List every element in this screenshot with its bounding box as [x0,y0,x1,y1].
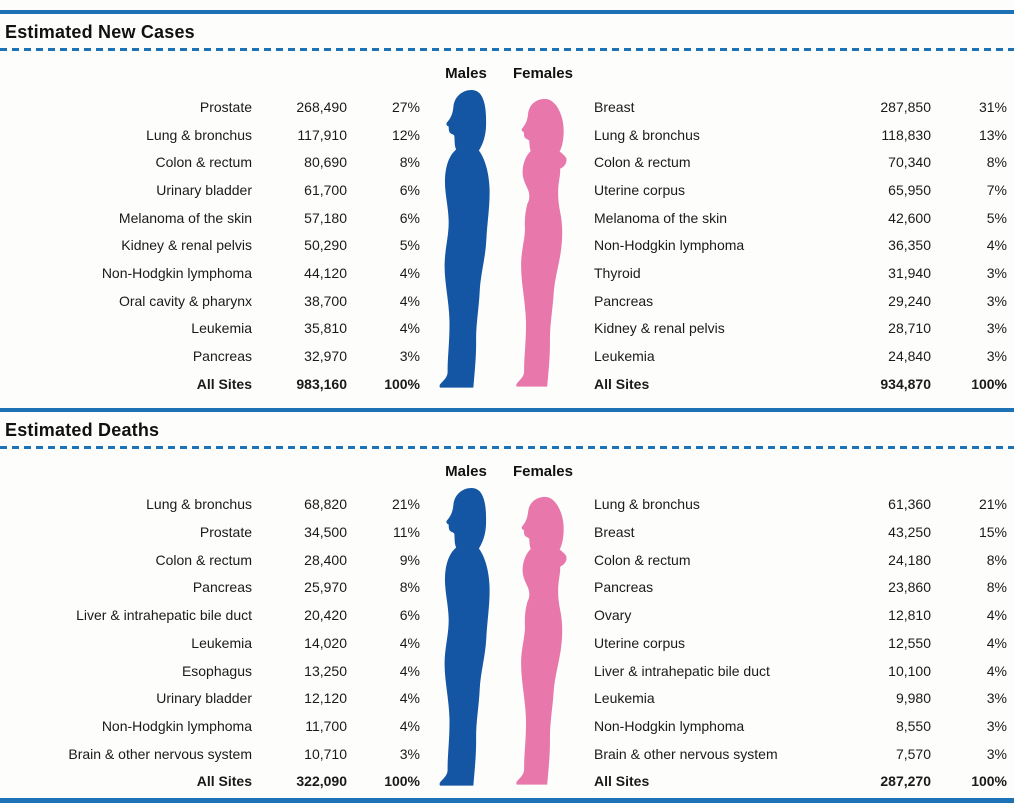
table-row [594,287,1007,315]
cell-count: 24,840 [888,348,931,365]
cell-pct: 3% [986,264,1007,281]
cell-site: Prostate [199,524,252,541]
cell-site: All Sites [196,375,252,392]
section-title-new-cases: Estimated New Cases [5,22,195,42]
cell-pct: 8% [986,579,1007,596]
table-row [6,287,420,315]
cell-pct: 3% [399,348,420,365]
males-header: Males [445,65,487,82]
cell-count: 9,980 [895,690,931,707]
cell-pct: 21% [978,496,1007,513]
cell-site: Pancreas [594,579,654,596]
cell-pct: 15% [978,524,1007,541]
cell-count: 29,240 [888,292,931,309]
male-silhouette-icon [437,89,497,389]
table-row [6,121,420,149]
cell-site: Non-Hodgkin lymphoma [101,717,252,734]
new-cases-males-table [6,93,420,398]
cell-site: Kidney & renal pelvis [594,320,725,337]
cell-count: 44,120 [304,264,347,281]
females-header: Females [512,462,573,480]
cell-site: Colon & rectum [155,551,252,568]
cell-count: 25,970 [304,579,347,596]
cell-count: 12,810 [888,607,931,624]
table-row [6,342,420,370]
table-row [594,684,1007,712]
cell-site: Colon & rectum [594,551,691,568]
figures [437,89,573,389]
table-row [6,546,420,574]
sex-headers [437,463,573,481]
cell-site: Thyroid [594,264,641,281]
cell-count: 31,940 [888,264,931,281]
cell-count: 20,420 [304,607,347,624]
sex-figures-column [437,51,573,389]
cell-site: Melanoma of the skin [594,209,728,226]
cell-site: Lung & bronchus [146,496,252,513]
table-row [594,93,1007,121]
new-cases-content [0,51,1014,398]
cell-count: 28,400 [304,551,347,568]
cell-site: Breast [594,98,635,115]
cell-pct: 27% [391,98,420,115]
table-row [594,259,1007,287]
table-row [6,231,420,259]
table-row [594,629,1007,657]
cell-pct: 3% [986,717,1007,734]
cell-pct: 4% [399,634,420,651]
cell-count: 7,570 [895,745,931,762]
table-row [594,148,1007,176]
divider-solid [0,408,1014,412]
cell-pct: 3% [986,348,1007,365]
cell-site: Lung & bronchus [594,496,700,513]
table-row [594,518,1007,546]
table-row [594,601,1007,629]
table-row [6,315,420,343]
table-row [594,491,1007,519]
cell-site: Esophagus [181,662,252,679]
cell-pct: 6% [399,607,420,624]
cell-count: 50,290 [304,237,347,254]
table-row [6,370,420,398]
cell-count: 35,810 [304,320,347,337]
cell-site: Liver & intrahepatic bile duct [76,607,252,624]
cell-pct: 100% [384,375,420,392]
cell-site: Pancreas [594,292,654,309]
cell-count: 68,820 [304,496,347,513]
cell-site: Non-Hodgkin lymphoma [101,264,252,281]
table-row [6,93,420,121]
cell-pct: 6% [399,209,420,226]
table-row [6,148,420,176]
cell-pct: 9% [399,551,420,568]
table-row [6,518,420,546]
cell-pct: 8% [399,579,420,596]
cell-pct: 4% [986,634,1007,651]
cell-pct: 3% [986,292,1007,309]
cell-pct: 4% [399,320,420,337]
cell-count: 12,550 [888,634,931,651]
cell-pct: 4% [986,607,1007,624]
table-row [6,259,420,287]
figures [437,487,573,787]
cell-site: Non-Hodgkin lymphoma [594,237,745,254]
cell-pct: 13% [978,126,1007,143]
new-cases-females-table [594,93,1007,398]
table-row [6,684,420,712]
cell-pct: 4% [986,662,1007,679]
cell-pct: 3% [986,745,1007,762]
cell-count: 10,710 [304,745,347,762]
table-row [6,204,420,232]
cell-count: 118,830 [881,126,931,143]
female-silhouette-icon [512,494,572,787]
cell-site: Colon & rectum [155,154,252,171]
cell-count: 43,250 [888,524,931,541]
table-row [6,767,420,795]
cell-pct: 6% [399,181,420,198]
table-row [594,712,1007,740]
table-row [594,231,1007,259]
cell-count: 287,270 [880,773,931,790]
cell-site: All Sites [594,773,650,790]
cell-pct: 3% [986,320,1007,337]
cell-site: Leukemia [191,320,252,337]
table-row [6,601,420,629]
cell-pct: 4% [399,264,420,281]
cell-site: Brain & other nervous system [594,745,778,762]
deaths-females-table [594,491,1007,796]
deaths-males-table [6,491,420,796]
sex-headers [437,65,573,83]
table-row [594,767,1007,795]
cell-count: 34,500 [304,524,347,541]
cell-pct: 11% [393,524,420,541]
cell-count: 65,950 [888,181,931,198]
table-row [594,121,1007,149]
cell-site: Melanoma of the skin [118,209,252,226]
cell-pct: 100% [384,773,420,790]
cell-count: 983,160 [296,375,347,392]
cell-site: All Sites [196,773,252,790]
cell-site: Lung & bronchus [594,126,700,143]
table-row [6,629,420,657]
table-row [594,342,1007,370]
cell-count: 28,710 [888,320,931,337]
table-row [6,574,420,602]
males-header: Males [445,462,487,480]
cell-site: Liver & intrahepatic bile duct [594,662,770,679]
cell-pct: 4% [399,690,420,707]
divider-solid [0,10,1014,14]
cell-pct: 4% [399,662,420,679]
cell-count: 8,550 [895,717,931,734]
cell-site: Uterine corpus [594,634,686,651]
cell-count: 42,600 [888,209,931,226]
sex-figures-column [437,449,573,787]
cell-count: 287,850 [880,98,931,115]
table-row [594,315,1007,343]
cell-count: 268,490 [296,98,347,115]
cell-pct: 8% [986,154,1007,171]
cell-count: 23,860 [888,579,931,596]
table-row [594,574,1007,602]
cell-pct: 7% [986,181,1007,198]
table-row [594,740,1007,768]
females-header: Females [512,65,573,82]
cell-site: Uterine corpus [594,181,686,198]
cell-site: Colon & rectum [594,154,691,171]
cell-count: 80,690 [304,154,347,171]
cell-pct: 12% [391,126,420,143]
cell-pct: 3% [399,745,420,762]
table-row [594,370,1007,398]
cell-site: Brain & other nervous system [68,745,252,762]
table-row [594,176,1007,204]
cell-pct: 5% [986,209,1007,226]
cell-pct: 4% [399,717,420,734]
cell-site: Kidney & renal pelvis [121,237,252,254]
cell-count: 38,700 [304,292,347,309]
cell-pct: 8% [399,154,420,171]
cell-pct: 100% [971,773,1007,790]
cell-count: 36,350 [888,237,931,254]
cell-pct: 5% [399,237,420,254]
cell-site: Non-Hodgkin lymphoma [594,717,745,734]
cell-count: 32,970 [304,348,347,365]
section-title-deaths: Estimated Deaths [5,419,160,440]
cell-pct: 4% [399,292,420,309]
cell-site: Lung & bronchus [146,126,252,143]
cell-count: 61,360 [888,496,931,513]
cell-count: 61,700 [304,181,347,198]
table-row [6,657,420,685]
cell-count: 14,020 [304,634,347,651]
cell-site: Leukemia [594,690,655,707]
cell-count: 934,870 [880,375,931,392]
table-row [6,740,420,768]
cell-pct: 21% [391,496,420,513]
cell-site: Leukemia [191,634,252,651]
cell-site: Urinary bladder [156,690,252,707]
table-row [6,176,420,204]
cell-count: 12,120 [304,690,347,707]
cell-site: Breast [594,524,635,541]
deaths-content [0,449,1014,796]
cell-count: 10,100 [888,662,931,679]
cell-site: All Sites [594,375,650,392]
table-row [594,546,1007,574]
cell-count: 70,340 [888,154,931,171]
cell-pct: 100% [971,375,1007,392]
cell-site: Pancreas [192,348,252,365]
cell-site: Prostate [199,98,252,115]
cell-count: 24,180 [888,551,931,568]
cell-count: 117,910 [297,126,347,143]
cell-pct: 8% [986,551,1007,568]
table-row [594,204,1007,232]
cell-site: Leukemia [594,348,655,365]
table-row [594,657,1007,685]
cell-site: Oral cavity & pharynx [118,292,252,309]
male-silhouette-icon [437,487,497,787]
cell-pct: 4% [986,237,1007,254]
cell-count: 13,250 [304,662,347,679]
cell-pct: 31% [978,98,1007,115]
female-silhouette-icon [512,96,572,389]
table-row [6,491,420,519]
cell-site: Ovary [594,607,632,624]
cell-pct: 3% [986,690,1007,707]
cell-site: Pancreas [192,579,252,596]
table-row [6,712,420,740]
cell-count: 11,700 [305,717,347,734]
cell-count: 57,180 [304,209,347,226]
cancer-statistics-figure [0,10,1014,803]
cell-site: Urinary bladder [156,181,252,198]
cell-count: 322,090 [296,773,347,790]
divider-solid [0,798,1014,803]
